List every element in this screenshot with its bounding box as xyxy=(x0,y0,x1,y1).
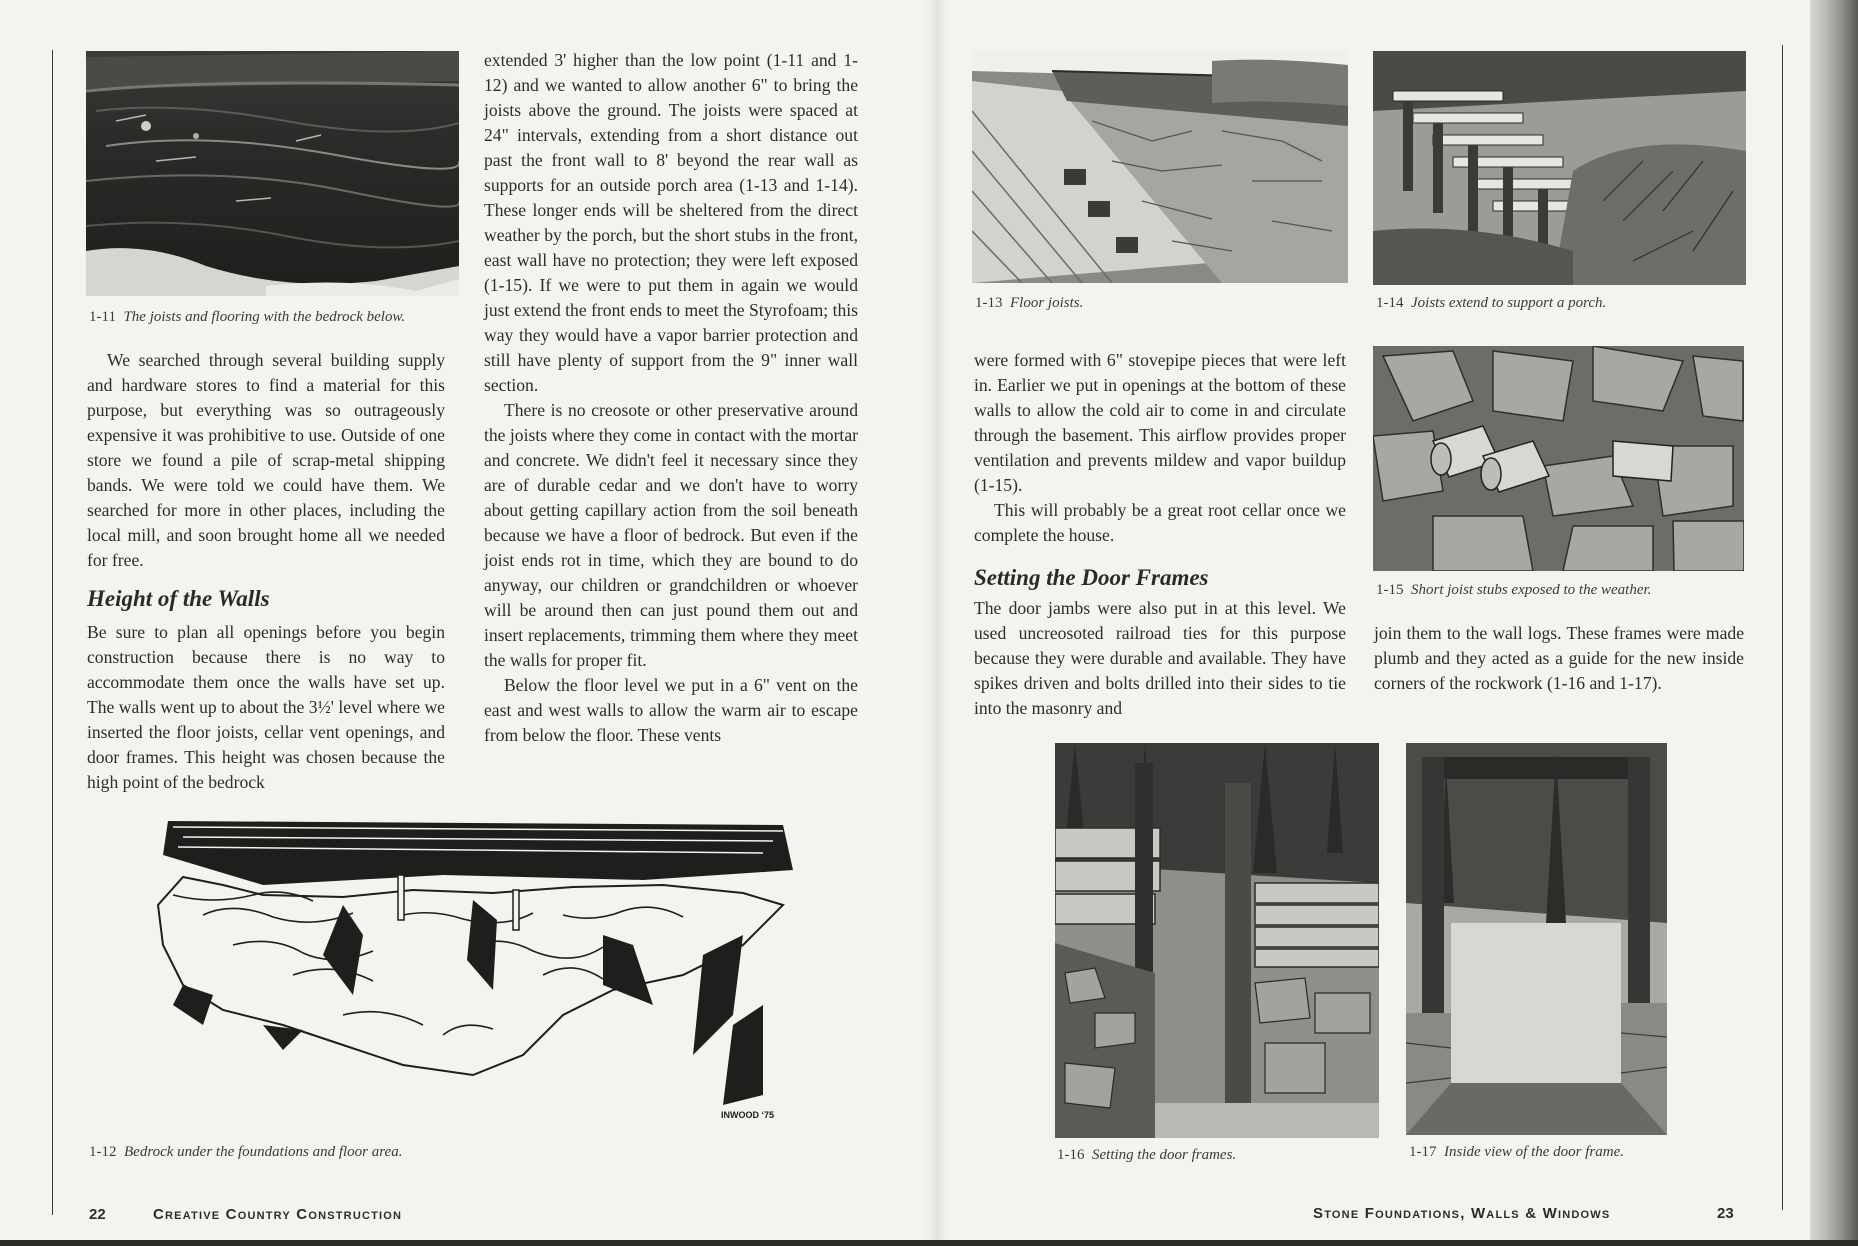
left-margin-rule xyxy=(52,50,53,1215)
right-margin-rule xyxy=(1782,45,1783,1210)
paragraph: We searched through several building supply and hardware stores to find a material for this purpose, but everything was so outrageously expensive it was prohibitive to use. Outside of one store we found a pile of scrap-metal shipping bands. We were told we could have them. We searched for more in other places, including the local mill, and soon brought home all we needed for free. xyxy=(87,350,445,570)
caption-1-17: 1-17 Inside view of the door frame. xyxy=(1409,1144,1624,1160)
paragraph: join them to the wall logs. These frames were made plumb and they acted as a guide for the new inside corners of the rockwork (1-16 and 1-17). xyxy=(1374,623,1744,693)
left-column-1 xyxy=(87,348,445,573)
paragraph: extended 3' higher than the low point (1-11 and 1-12) and we wanted to allow another 6" to bring the joists above the ground. The joists were spaced at 24" intervals, extending from a short distance out past the front wall to 8' beyond the rear wall as supports for an outside porch area (1-13 and 1-14). These longer ends will be sheltered from the direct weather by the porch, but the short stubs in the front, east wall have no protection; they were left exposed (1-15). If we were to put them in again we would just extend the front ends to meet the Styrofoam; this way they would have a vapor barrier protection and still have plenty of support from the 9" inner wall section. xyxy=(484,50,858,395)
left-column-2 xyxy=(484,48,858,748)
paragraph: were formed with 6" stovepipe pieces that were left in. Earlier we put in openings at the bottom of these walls to allow the cold air to come in and circulate through the basement. This airflow provides proper ventilation and prevents mildew and vapor buildup (1-15). xyxy=(974,350,1346,495)
caption-1-14: 1-14 Joists extend to support a porch. xyxy=(1376,295,1607,311)
running-title-right: Stone Foundations, Walls & Windows xyxy=(1313,1205,1611,1222)
scan-bottom-border xyxy=(0,1240,1858,1246)
caption-1-16: 1-16 Setting the door frames. xyxy=(1057,1147,1237,1163)
paragraph: Be sure to plan all openings before you begin construction because there is no way to accommodate them once the walls have set up. The walls went up to about the 3½' level where we inserted the floor joists, cellar vent openings, and door frames. This height was chosen because the high point of the bedrock xyxy=(87,622,445,792)
caption-1-12: 1-12 Bedrock under the foundations and floor area. xyxy=(89,1144,403,1160)
paragraph: There is no creosote or other preservative around the joists where they come in contact with the mortar and concrete. We didn't feel it necessary since they are of durable cedar and we don't have to worry about getting capillary action from the soil beneath because we have a floor of bedrock. But even if the joist ends rot in time, which they are bound to do anyway, our children or grandchildren or whoever will be around then can just pound them out and insert replacements, trimming them where they meet the walls for proper fit. xyxy=(484,400,858,670)
sketch-signature: INWOOD ‘75 xyxy=(721,1110,775,1120)
right-column-1-cont xyxy=(974,596,1346,721)
right-column-2 xyxy=(1374,621,1744,696)
right-column-1 xyxy=(974,348,1346,548)
paragraph: Below the floor level we put in a 6" vent on the east and west walls to allow the warm air to escape from below the floor. These vents xyxy=(484,675,858,745)
paragraph: The door jambs were also put in at this level. We used uncreosoted railroad ties for this purpose because they were durable and available. They have spikes driven and bolts drilled into their sides to tie into the masonry and xyxy=(974,598,1346,718)
heading-height-of-walls: Height of the Walls xyxy=(87,586,270,611)
caption-1-13: 1-13 Floor joists. xyxy=(975,295,1084,311)
photo-joists-flooring-bedrock xyxy=(86,51,459,296)
paragraph: This will probably be a great root cellar once we complete the house. xyxy=(974,500,1346,545)
caption-1-11: 1-11 The joists and flooring with the bedrock below. xyxy=(89,309,406,325)
photo-floor-joists xyxy=(972,51,1348,283)
photo-joists-support-porch xyxy=(1373,51,1746,285)
caption-1-15: 1-15 Short joist stubs exposed to the weather. xyxy=(1376,582,1652,598)
page-number-left: 22 xyxy=(89,1206,106,1223)
photo-inside-door-frame xyxy=(1406,743,1667,1135)
page-number-right: 23 xyxy=(1717,1205,1734,1222)
page-edge-shadow xyxy=(1810,0,1858,1246)
heading-setting-door-frames: Setting the Door Frames xyxy=(974,565,1209,590)
photo-short-joist-stubs xyxy=(1373,346,1744,571)
photo-setting-door-frames xyxy=(1055,743,1379,1138)
sketch-bedrock-foundations xyxy=(143,815,803,1130)
left-column-1-cont xyxy=(87,620,445,795)
book-gutter xyxy=(925,0,949,1246)
running-title-left: Creative Country Construction xyxy=(153,1206,403,1223)
